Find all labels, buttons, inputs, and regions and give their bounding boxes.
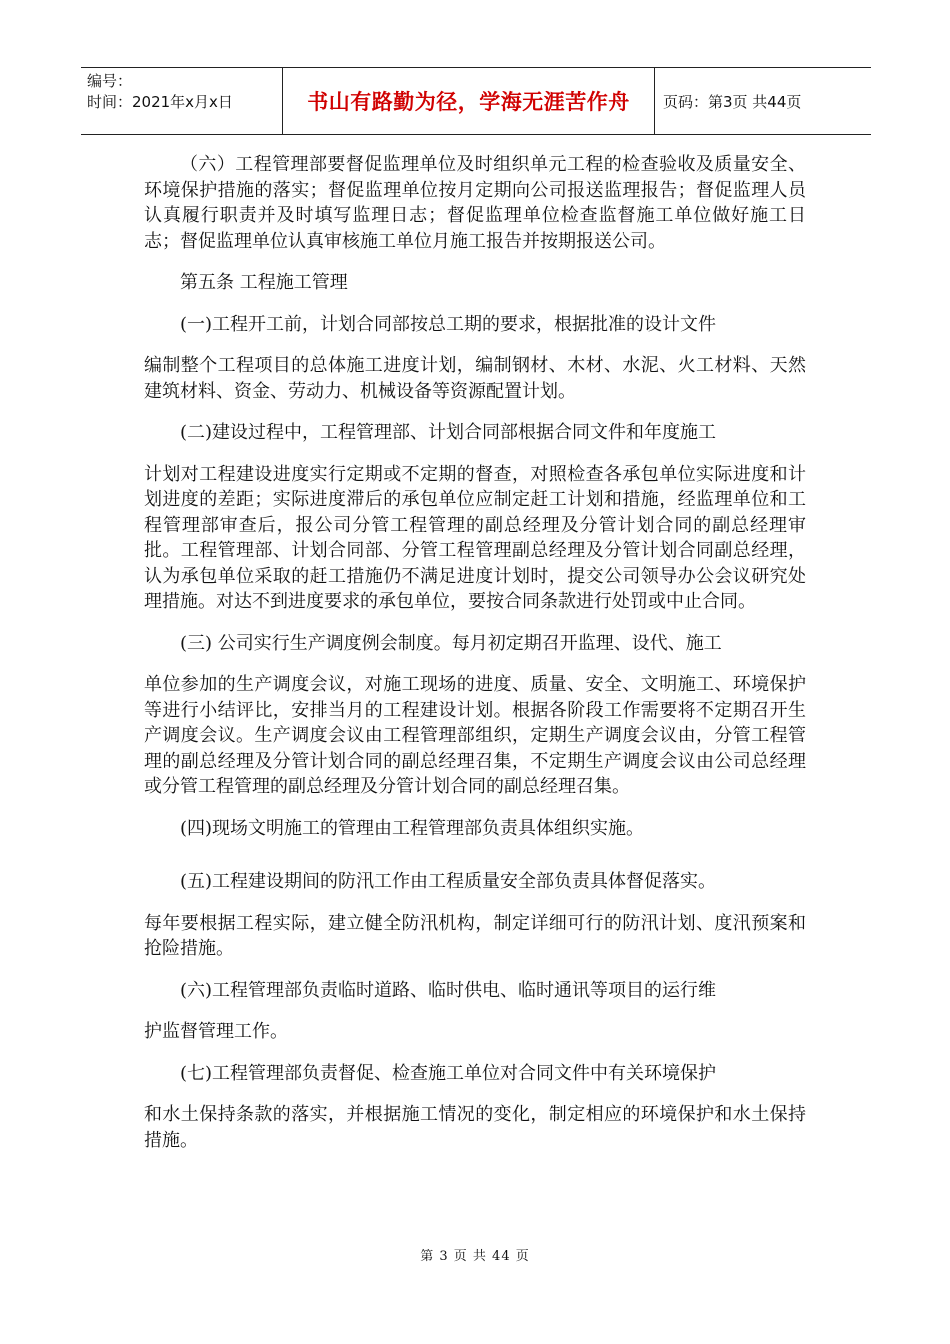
paragraph: (五)工程建设期间的防汛工作由工程质量安全部负责具体督促落实。 — [180, 871, 717, 892]
paragraph: (一)工程开工前，计划合同部按总工期的要求，根据批准的设计文件 — [180, 313, 717, 335]
paragraph: 每年要根据工程实际，建立健全防汛机构，制定详细可行的防汛计划、度汛预案和抢险措施。 — [144, 912, 806, 959]
header-motto: 书山有路勤为径，学海无涯苦作舟 — [307, 90, 630, 114]
section-heading: 第五条 工程施工管理 — [180, 272, 348, 293]
paragraph: 护监督管理工作。 — [144, 1021, 288, 1042]
paragraph: 计划对工程建设进度实行定期或不定期的督查，对照检查各承包单位实际进度和计划进度的差距；实际进度滞后的承包单位应制定赶工计划和措施，经监理单位和工程管理部审查后，报公司分管工程管理的副总经理及分管计划合同的副总经理审批。工程管理部、计划合同部、分管工程管理副总经理及分管计划合同副总经理，认为承包单位采取的赶工措施仍不满足进度计划时，提交公司领导办公会议研究处理措施。对达不到进度要求的承包单位，要按合同条款进行处罚或中止合同。 — [144, 463, 806, 612]
paragraph: (三) 公司实行生产调度例会制度。每月初定期召开监理、设代、施工 — [180, 632, 722, 654]
paragraph: 编制整个工程项目的总体施工进度计划，编制钢材、木材、水泥、火工材料、天然建筑材料、资金、劳动力、机械设备等资源配置计划。 — [144, 355, 806, 402]
header-motto-cell — [283, 68, 655, 134]
header-page-info: 页码：第3页 共44页 — [663, 92, 802, 111]
paragraph: (六)工程管理部负责临时道路、临时供电、临时通讯等项目的运行维 — [180, 979, 717, 1001]
document-body — [144, 152, 806, 1153]
header-meta — [81, 68, 283, 134]
paragraph: (二)建设过程中，工程管理部、计划合同部根据合同文件和年度施工 — [180, 422, 717, 443]
paragraph: 单位参加的生产调度会议，对施工现场的进度、质量、安全、文明施工、环境保护等进行小结评比，安排当月的工程建设计划。根据各阶段工作需要将不定期召开生产调度会议。生产调度会议由工程管理部组织，定期生产调度会议由，分管工程管理的副总经理及分管计划合同的副总经理召集，不定期生产调度会议由公司总经理或分管工程管理的副总经理及分管计划合同的副总经理召集。 — [144, 674, 806, 797]
page-header — [81, 67, 871, 135]
page-footer: 第 3 页 共 44 页 — [420, 1249, 530, 1264]
paragraph: (七)工程管理部负责督促、检查施工单位对合同文件中有关环境保护 — [180, 1062, 717, 1084]
paragraph: 和水土保持条款的落实，并根据施工情况的变化，制定相应的环境保护和水土保持措施。 — [144, 1104, 806, 1151]
document-date-label: 时间：2021年x月x日 — [87, 93, 233, 111]
header-page-cell — [655, 68, 871, 134]
paragraph: （六）工程管理部要督促监理单位及时组织单元工程的检查验收及质量安全、环境保护措施的落实；督促监理单位按月定期向公司报送监理报告；督促监理人员认真履行职责并及时填写监理日志；督促监理单位检查监督施工单位做好施工日志；督促监理单位认真审核施工单位月施工报告并按期报送公司。 — [144, 154, 806, 252]
paragraph: (四)现场文明施工的管理由工程管理部负责具体组织实施。 — [180, 817, 645, 839]
document-number-label: 编号： — [87, 72, 133, 90]
